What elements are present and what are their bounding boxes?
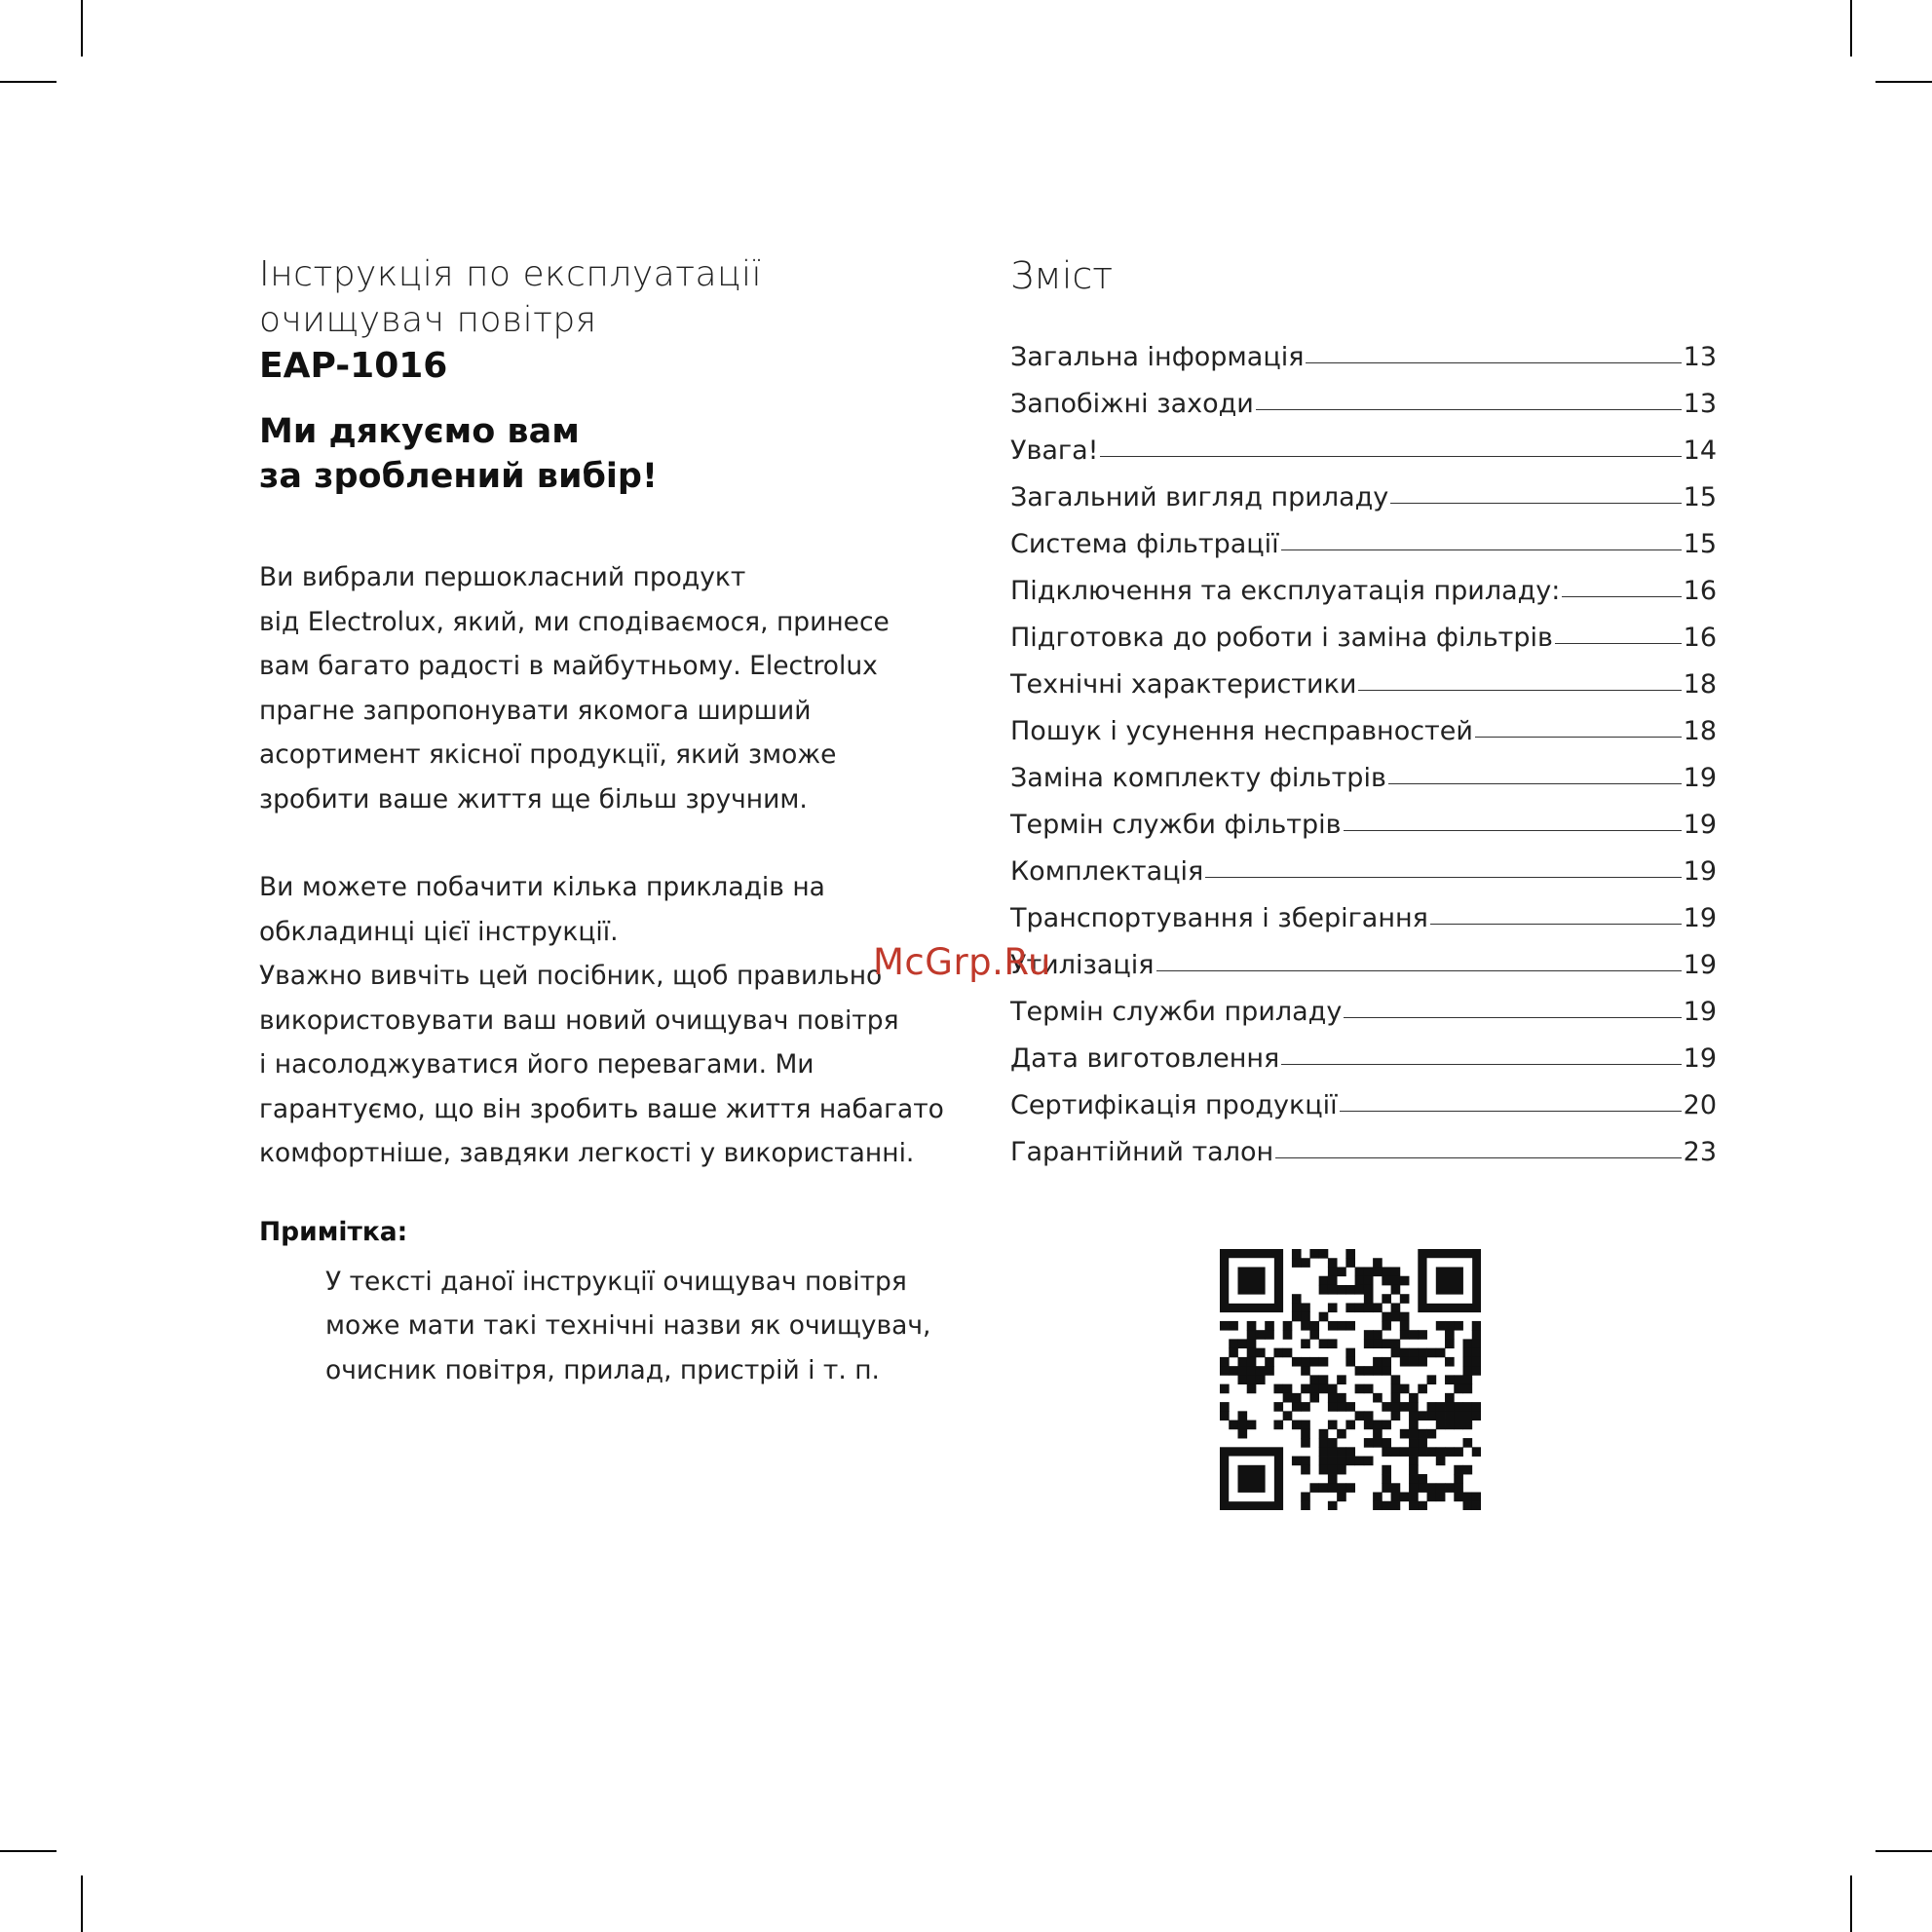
crop-mark [1875, 1850, 1932, 1852]
toc-item[interactable] [1010, 559, 1717, 606]
toc-leader-line [1340, 1111, 1682, 1112]
crop-mark [81, 0, 83, 57]
body-line: Ви можете побачити кілька прикладів на [259, 872, 825, 902]
toc-item[interactable] [1010, 746, 1717, 793]
toc-item[interactable] [1010, 1074, 1717, 1120]
toc-item[interactable] [1010, 419, 1717, 466]
toc-item-label: Термін служби фільтрів [1010, 810, 1342, 840]
thanks-heading [259, 409, 980, 499]
toc-item[interactable] [1010, 653, 1717, 700]
thanks-line: Ми дякуємо вам [259, 412, 580, 451]
toc-leader-line [1205, 877, 1681, 878]
note-label: Примітка: [259, 1216, 408, 1247]
toc-item-page: 13 [1683, 389, 1717, 419]
toc-item-page: 19 [1683, 810, 1717, 840]
toc-leader-line [1306, 362, 1681, 363]
toc-leader-line [1390, 503, 1681, 504]
intro-line: вам багато радості в майбутньому. Electrolux [259, 651, 878, 681]
note-line: У тексті даної інструкції очищувач повітря [325, 1266, 907, 1297]
intro-line: прагне запропонувати якомога ширший [259, 695, 812, 726]
toc-leader-line [1281, 549, 1682, 550]
toc-item-label: Підключення та експлуатація приладу: [1010, 576, 1561, 606]
toc-item-label: Запобіжні заходи [1010, 389, 1254, 419]
toc-item-label: Утилізація [1010, 950, 1155, 980]
toc-item[interactable] [1010, 700, 1717, 746]
toc-leader-line [1100, 456, 1681, 457]
toc-item[interactable] [1010, 466, 1717, 512]
watermark: McGrp.Ru [873, 941, 1051, 983]
toc-item-page: 19 [1683, 950, 1717, 980]
toc-item-page: 19 [1683, 903, 1717, 933]
toc-item-label: Увага! [1010, 436, 1099, 466]
toc-title: Зміст [1010, 254, 1114, 297]
toc-item-page: 19 [1683, 997, 1717, 1027]
table-of-contents [1010, 251, 1717, 1167]
toc-item-label: Підготовка до роботи і заміна фільтрів [1010, 623, 1553, 653]
toc-item-label: Загальний вигляд приладу [1010, 482, 1389, 512]
toc-leader-line [1256, 409, 1682, 410]
crop-mark [1875, 81, 1932, 83]
toc-item-label: Загальна інформація [1010, 342, 1305, 372]
toc-item[interactable] [1010, 372, 1717, 419]
toc-leader-line [1388, 783, 1682, 784]
toc-leader-line [1430, 924, 1682, 925]
intro-line: асортимент якісної продукції, який зможе [259, 739, 837, 770]
toc-item-page: 18 [1683, 716, 1717, 746]
toc-item-page: 15 [1683, 482, 1717, 512]
crop-mark [81, 1875, 83, 1932]
toc-item[interactable] [1010, 606, 1717, 653]
toc-leader-line [1275, 1157, 1681, 1158]
intro-line: зробити ваше життя ще більш зручним. [259, 783, 808, 814]
toc-item-label: Гарантійний талон [1010, 1137, 1274, 1167]
crop-mark [1850, 0, 1852, 57]
toc-item-page: 14 [1683, 436, 1717, 466]
toc-item-label: Транспортування і зберігання [1010, 903, 1428, 933]
toc-leader-line [1555, 643, 1682, 644]
body-line: гарантуємо, що він зробить ваше життя набагато [259, 1093, 944, 1124]
manual-title-line: Інструкція по експлуатації [259, 254, 763, 294]
toc-item[interactable] [1010, 840, 1717, 887]
toc-leader-line [1562, 596, 1681, 597]
toc-item-label: Технічні характеристики [1010, 669, 1357, 700]
toc-list [1010, 325, 1717, 1167]
toc-item-page: 16 [1683, 623, 1717, 653]
toc-item-page: 19 [1683, 1043, 1717, 1074]
intro-line: Ви вибрали першокласний продукт [259, 562, 746, 592]
note-line: може мати такі технічні назви як очищувач, [325, 1310, 931, 1341]
toc-item-page: 16 [1683, 576, 1717, 606]
body-paragraph [259, 865, 980, 1176]
qr-code-icon [1220, 1249, 1481, 1510]
body-line: і насолоджуватися його перевагами. Ми [259, 1049, 814, 1080]
toc-item-label: Сертифікація продукції [1010, 1090, 1338, 1120]
body-line: обкладинці цієї інструкції. [259, 916, 619, 947]
intro-line: від Electrolux, який, ми сподіваємося, принесе [259, 606, 890, 637]
body-line: Уважно вивчіть цей посібник, щоб правильно [259, 961, 883, 991]
toc-leader-line [1281, 1064, 1681, 1065]
thanks-line: за зроблений вибір! [259, 457, 658, 496]
intro-paragraph [259, 555, 980, 821]
toc-leader-line [1156, 970, 1682, 971]
toc-item-page: 23 [1683, 1137, 1717, 1167]
toc-item-page: 15 [1683, 529, 1717, 559]
toc-leader-line [1344, 1017, 1681, 1018]
model-number: EAP-1016 [259, 346, 448, 386]
toc-item-page: 20 [1683, 1090, 1717, 1120]
intro-column [259, 251, 980, 1392]
toc-item[interactable] [1010, 512, 1717, 559]
body-line: комфортніше, завдяки легкості у використанні. [259, 1138, 915, 1168]
crop-mark [0, 1850, 57, 1852]
toc-item-label: Система фільтрації [1010, 529, 1279, 559]
toc-leader-line [1358, 690, 1681, 691]
toc-leader-line [1475, 737, 1682, 738]
body-line: використовувати ваш новий очищувач повітря [259, 1004, 899, 1036]
toc-item[interactable] [1010, 933, 1717, 980]
toc-item-page: 19 [1683, 856, 1717, 887]
note-body [325, 1260, 980, 1393]
toc-item[interactable] [1010, 1027, 1717, 1074]
manual-title-line: очищувач повітря [259, 300, 597, 340]
toc-item[interactable] [1010, 980, 1717, 1027]
toc-item-page: 18 [1683, 669, 1717, 700]
toc-item-page: 19 [1683, 763, 1717, 793]
crop-mark [1850, 1875, 1852, 1932]
toc-item-label: Заміна комплекту фільтрів [1010, 763, 1386, 793]
toc-item[interactable] [1010, 1120, 1717, 1167]
toc-item-label: Термін служби приладу [1010, 997, 1343, 1027]
crop-mark [0, 81, 57, 83]
note-line: очисник повітря, прилад, пристрій і т. п. [325, 1354, 880, 1385]
toc-item-label: Дата виготовлення [1010, 1043, 1280, 1074]
toc-leader-line [1344, 830, 1682, 831]
toc-item[interactable] [1010, 793, 1717, 840]
toc-item-label: Комплектація [1010, 856, 1204, 887]
toc-item-page: 13 [1683, 342, 1717, 372]
toc-item[interactable] [1010, 325, 1717, 372]
toc-item[interactable] [1010, 887, 1717, 933]
toc-item-label: Пошук і усунення несправностей [1010, 716, 1473, 746]
